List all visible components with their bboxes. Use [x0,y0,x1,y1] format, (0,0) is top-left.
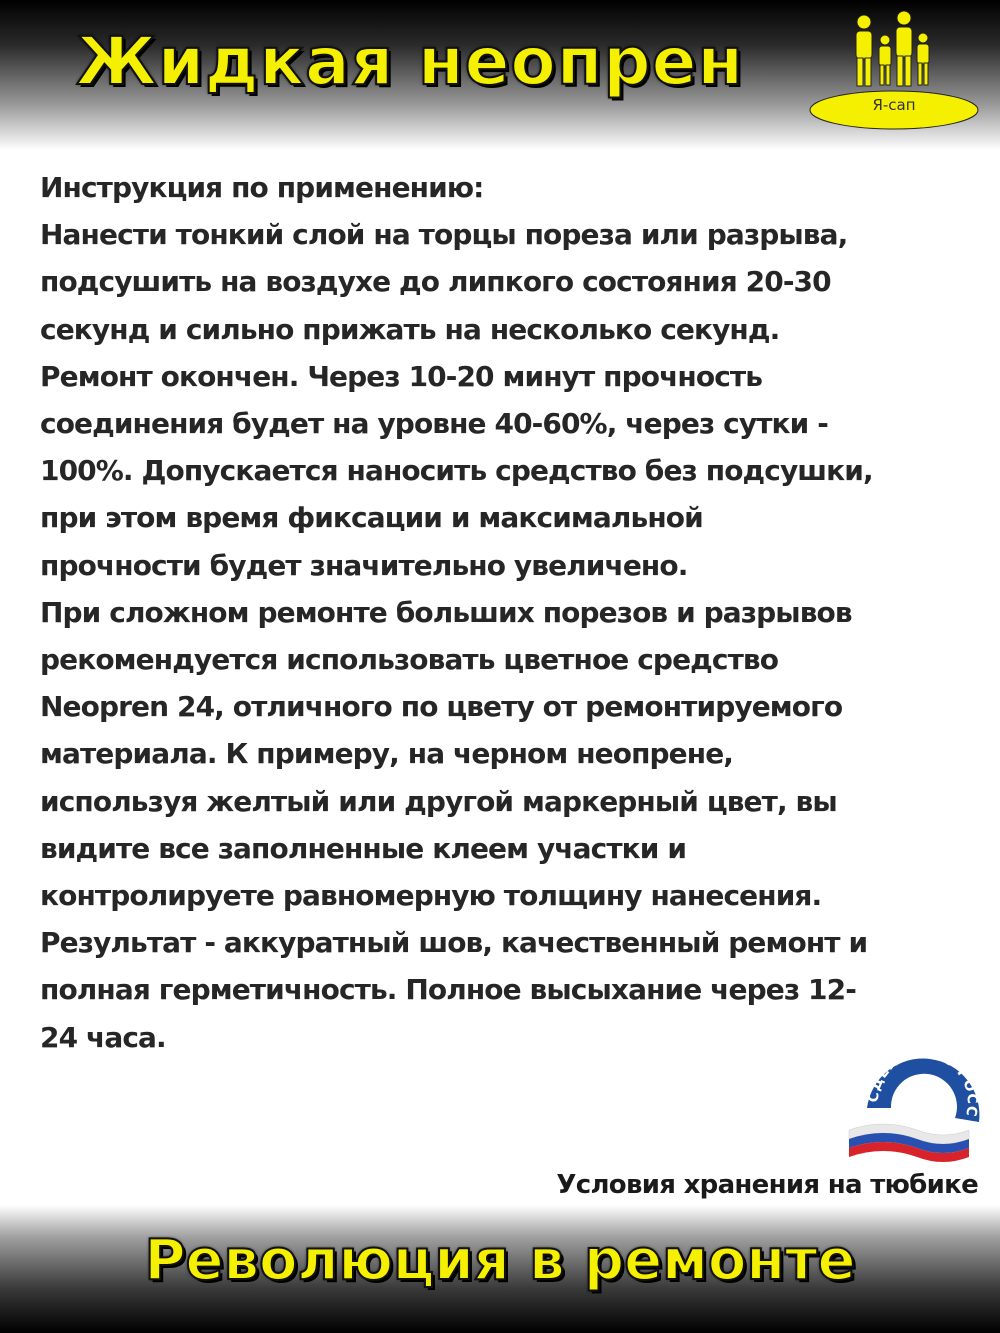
instruction-line: Neopren 24, отличного по цвету от ремонтируемого [40,690,843,724]
header-banner [0,0,1000,150]
instruction-line: Ремонт окончен. Через 10-20 минут прочность [40,359,763,393]
made-in-russia-badge-icon [843,1026,993,1176]
brand-logo-label: Я-сап [872,96,916,114]
instruction-line: подсушить на воздухе до липкого состояния 20-30 [40,265,831,299]
instruction-line: При сложном ремонте больших порезов и разрывов [40,595,852,629]
instructions-text [40,164,970,1061]
instruction-line: материала. К примеру, на черном неопрене, [40,737,734,771]
instruction-line: используя желтый или другой маркерный цвет, вы [40,784,837,818]
footer-banner [0,1205,1000,1333]
instruction-line: секунд и сильно прижать на несколько секунд. [40,312,780,346]
page-title: Жидкая неопрен [76,23,744,100]
instruction-line: при этом время фиксации и максимальной [40,501,703,535]
instruction-line: прочности будет значительно увеличено. [40,548,688,582]
instruction-line: Результат - аккуратный шов, качественный ремонт и [40,926,868,960]
footer-slogan: Революция в ремонте [144,1228,856,1293]
instruction-line: 24 часа. [40,1020,166,1054]
instruction-line: рекомендуется использовать цветное средство [40,643,779,677]
brand-logo [808,8,980,130]
instruction-line: видите все заполненные клеем участки и [40,831,687,865]
instruction-line: Нанести тонкий слой на торцы пореза или разрыва, [40,218,848,252]
badge-text: СДЕЛАНО В РОСС [865,1044,981,1119]
instruction-line: 100%. Допускается наносить средство без подсушки, [40,454,873,488]
instruction-line: Инструкция по применению: [40,171,484,204]
instruction-line: полная герметичность. Полное высыхание через 12- [40,973,856,1007]
storage-conditions-note: Условия хранения на тюбике [556,1170,978,1200]
instruction-line: соединения будет на уровне 40-60%, через сутки - [40,407,828,441]
instruction-line: контролируете равномерную толщину нанесения. [40,879,822,913]
